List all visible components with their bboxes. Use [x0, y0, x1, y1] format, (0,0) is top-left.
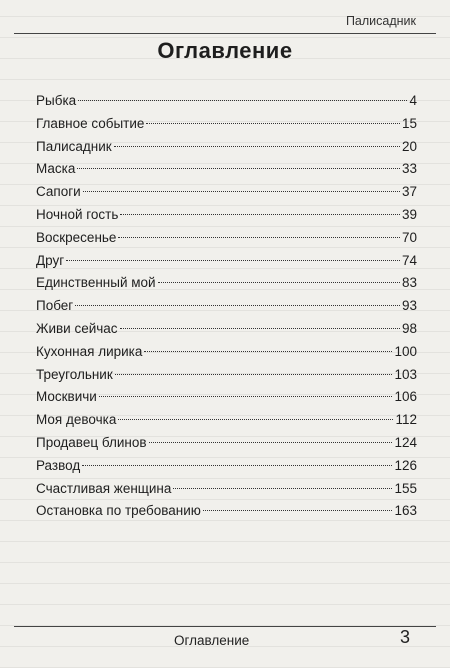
toc-entry — [36, 500, 417, 523]
toc-entry-title: Палисадник — [36, 138, 112, 154]
toc-entry — [36, 113, 417, 136]
toc-entry-page: 33 — [401, 161, 417, 177]
toc-entry-title: Ночной гость — [36, 206, 119, 222]
toc-entry-title: Побег — [36, 298, 74, 314]
dot-leader — [118, 419, 393, 420]
dot-leader — [77, 168, 400, 169]
toc-entry-title: Моя девочка — [36, 412, 117, 428]
toc-entry — [36, 295, 417, 318]
dot-leader — [78, 100, 407, 101]
toc-entry — [36, 250, 417, 273]
toc-entry — [36, 364, 417, 387]
toc-entry-page: 103 — [394, 366, 417, 382]
toc-entry-title: Москвичи — [36, 389, 97, 405]
toc-entry-page: 163 — [394, 503, 417, 519]
dot-leader — [158, 282, 400, 283]
toc-entry-page: 70 — [401, 229, 417, 245]
toc-entry-page: 83 — [401, 275, 417, 291]
dot-leader — [173, 488, 392, 489]
toc-entry-page: 20 — [401, 138, 417, 154]
page-number: 3 — [399, 627, 410, 647]
toc-entry-page: 106 — [394, 389, 417, 405]
toc-entry-page: 100 — [394, 343, 417, 359]
toc-entry — [36, 181, 417, 204]
toc-entry-title: Остановка по требованию — [36, 503, 201, 519]
toc-entry — [36, 204, 417, 227]
dot-leader — [149, 442, 393, 443]
dot-leader — [120, 214, 400, 215]
toc-entry-page: 155 — [394, 480, 417, 496]
dot-leader — [146, 123, 400, 124]
toc-entry-title: Главное событие — [36, 115, 145, 131]
toc-entry-page: 93 — [401, 298, 417, 314]
toc-entry-page: 74 — [401, 252, 417, 268]
toc-entry-page: 98 — [401, 320, 417, 336]
toc-entry-title: Развод — [36, 457, 81, 473]
toc-entry — [36, 272, 417, 295]
toc-entry — [36, 90, 417, 113]
toc-entry — [36, 227, 417, 250]
toc-entry — [36, 409, 417, 432]
toc-entry-title: Рыбка — [36, 93, 77, 108]
toc-entry-page: 4 — [409, 93, 417, 108]
dot-leader — [203, 510, 393, 511]
dot-leader — [120, 328, 400, 329]
toc-entry-title: Сапоги — [36, 184, 81, 200]
toc-entry-page: 39 — [401, 206, 417, 222]
toc-entry — [36, 341, 417, 364]
header-rule — [14, 33, 436, 34]
dot-leader — [75, 305, 400, 306]
toc-entry-title: Маска — [36, 161, 76, 177]
dot-leader — [99, 396, 393, 397]
toc-entry-page: 15 — [401, 115, 417, 131]
toc-entry-page: 37 — [401, 184, 417, 200]
dot-leader — [66, 260, 400, 261]
toc-entry — [36, 432, 417, 455]
toc-entry — [36, 158, 417, 181]
toc-entry-page: 126 — [394, 457, 417, 473]
running-head: Палисадник — [345, 14, 416, 28]
toc-entry-title: Друг — [36, 252, 65, 268]
toc-entry — [36, 455, 417, 478]
toc-entry — [36, 386, 417, 409]
toc-entry-page: 112 — [395, 412, 417, 428]
table-of-contents — [36, 90, 417, 523]
toc-entry-title: Счастливая женщина — [36, 480, 172, 496]
toc-entry — [36, 478, 417, 501]
toc-entry-title: Кухонная лирика — [36, 343, 143, 359]
footer-title: Оглавление — [174, 633, 250, 648]
toc-entry — [36, 136, 417, 159]
dot-leader — [115, 374, 393, 375]
toc-entry — [36, 318, 417, 341]
toc-entry-page: 124 — [394, 434, 417, 450]
toc-title: Оглавление — [157, 38, 293, 63]
dot-leader — [83, 191, 400, 192]
toc-entry-title: Треугольник — [36, 366, 113, 382]
dot-leader — [114, 146, 400, 147]
toc-entry-title: Воскресенье — [36, 229, 117, 245]
dot-leader — [144, 351, 392, 352]
toc-entry-title: Единственный мой — [36, 275, 156, 291]
toc-entry-title: Продавец блинов — [36, 434, 147, 450]
footer-rule — [14, 626, 436, 627]
toc-entry-title: Живи сейчас — [36, 320, 118, 336]
dot-leader — [82, 465, 392, 466]
dot-leader — [118, 237, 400, 238]
